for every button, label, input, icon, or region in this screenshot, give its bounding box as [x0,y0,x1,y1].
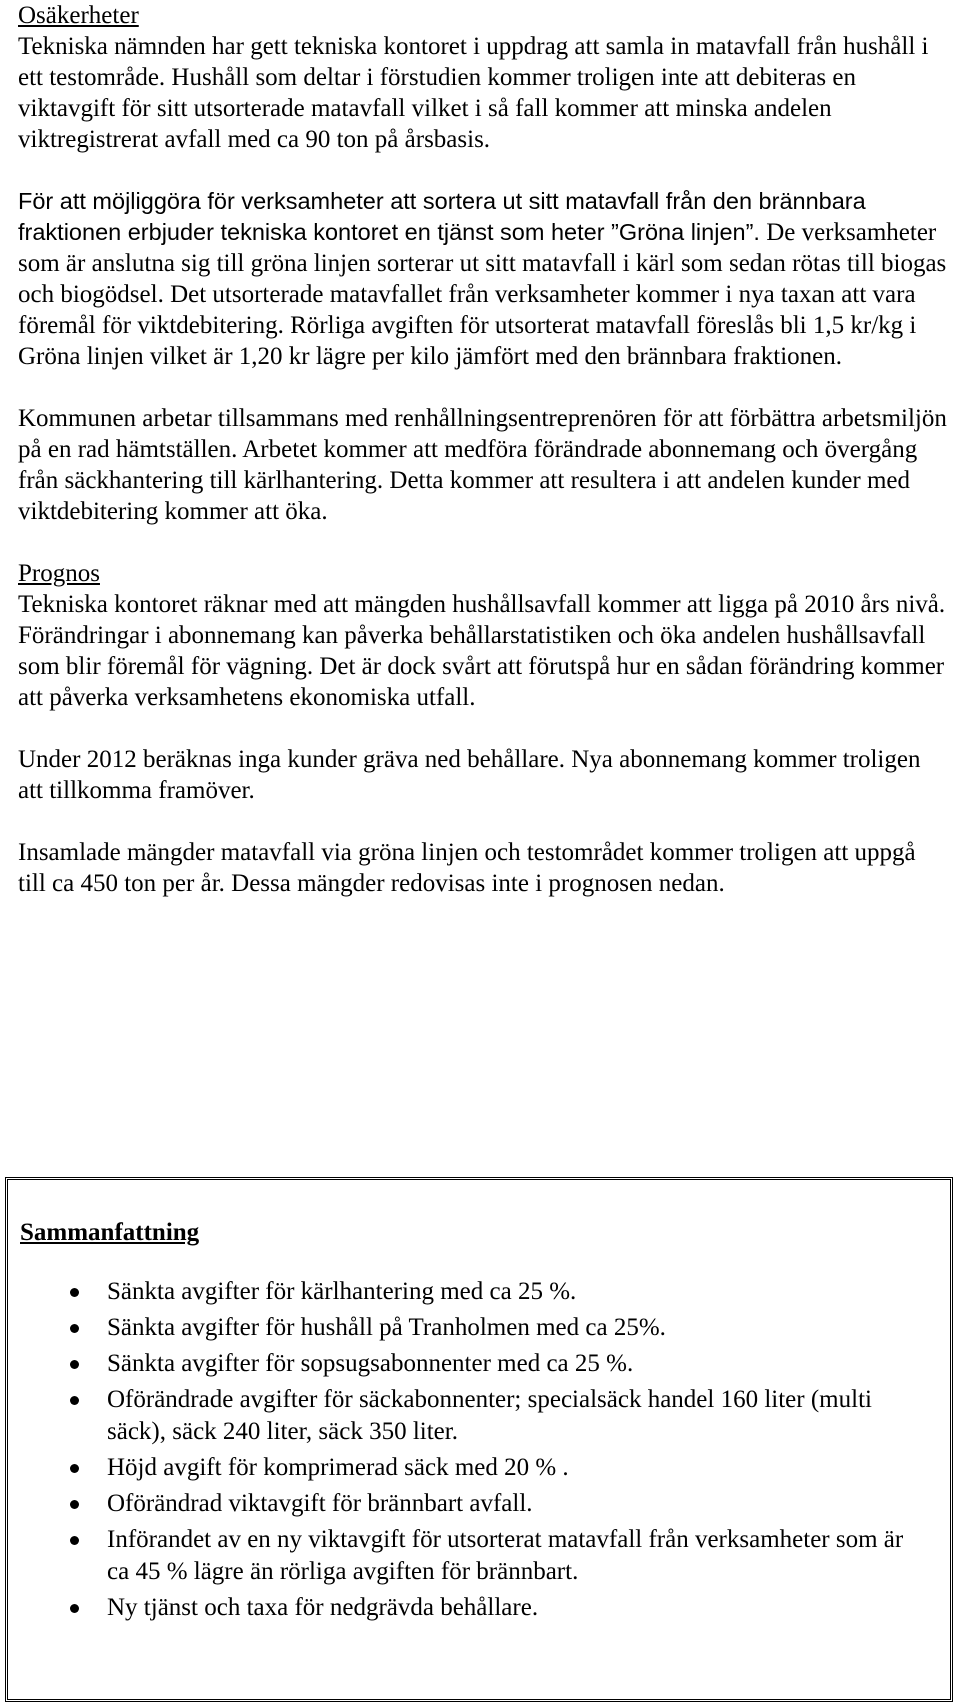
osakerheter-paragraph-2 [18,186,948,372]
summary-item-text: Sänkta avgifter för sopsugsabonnenter med ca 25 %. [107,1350,634,1377]
bullet-icon [70,1288,79,1297]
osakerheter-paragraph-2-serif: De verksamheter som är anslutna sig till gröna linjen sorterar ut sitt matavfall i kärl som sedan rötas till biogas och biogödsel. Det utsorterade matavfallet från verksamheter kommer i nya taxan att vara föremål för viktdebitering. Rörliga avgiften för utsorterat matavfall föreslås bli 1,5 kr/kg i Gröna linjen vilket är 1,20 kr lägre per kilo jämfört med den brännbara fraktionen. [18,219,947,370]
summary-item-text: Höjd avgift för komprimerad säck med 20 % . [107,1454,569,1481]
summary-item [8,1488,950,1520]
summary-item [8,1524,950,1588]
prognos-paragraph-3: Insamlade mängder matavfall via gröna linjen och testområdet kommer troligen att uppgå till ca 450 ton per år. Dessa mängder redovisas inte i prognosen nedan. [18,839,916,897]
summary-title: Sammanfattning [20,1219,200,1246]
prognos-paragraph-2: Under 2012 beräknas inga kunder gräva ned behållare. Nya abonnemang kommer troligen att tillkomma framöver. [18,746,921,804]
section-heading-osakerheter: Osäkerheter [18,2,139,29]
summary-item [8,1348,950,1380]
bullet-icon [70,1396,79,1405]
summary-item-text: Sänkta avgifter för hushåll på Tranholmen med ca 25%. [107,1314,666,1341]
summary-item [8,1384,950,1448]
prognos-paragraph-1: Tekniska kontoret räknar med att mängden hushållsavfall kommer att ligga på 2010 års nivå. Förändringar i abonnemang kan påverka behållarstatistiken och öka andelen hushållsavfall som blir föremål för vägning. Det är dock svårt att förutspå hur en sådan förändring kommer att påverka verksamhetens ekonomiska utfall. [18,591,946,711]
bullet-icon [70,1360,79,1369]
summary-item [8,1276,950,1308]
bullet-icon [70,1604,79,1613]
bullet-icon [70,1500,79,1509]
osakerheter-paragraph-3: Kommunen arbetar tillsammans med renhållningsentreprenören för att förbättra arbetsmiljön på en rad hämtställen. Arbetet kommer att medföra förändrade abonnemang och övergång från säckhantering till kärlhantering. Detta kommer att resultera i att andelen kunder med viktdebitering kommer att öka. [18,405,947,525]
summary-list [8,1276,950,1628]
summary-box [5,1177,953,1702]
summary-item-text: Ny tjänst och taxa för nedgrävda behållare. [107,1594,539,1621]
summary-item [8,1312,950,1344]
bullet-icon [70,1536,79,1545]
bullet-icon [70,1464,79,1473]
osakerheter-paragraph-2-sans: För att möjliggöra för verksamheter att sortera ut sitt matavfall från den brännbara fraktionen erbjuder tekniska kontoret en tjänst som heter ”Gröna linjen”. [18,188,866,245]
section-heading-prognos: Prognos [18,560,100,587]
bullet-icon [70,1324,79,1333]
summary-item-text: Införandet av en ny viktavgift för utsorterat matavfall från verksamheter som är ca 45 % lägre än rörliga avgiften för brännbart. [107,1526,904,1585]
summary-item [8,1452,950,1484]
summary-item-text: Oförändrad viktavgift för brännbart avfall. [107,1490,533,1517]
document-page [18,0,948,899]
summary-item-text: Sänkta avgifter för kärlhantering med ca 25 %. [107,1278,577,1305]
summary-item [8,1592,950,1624]
summary-item-text: Oförändrade avgifter för säckabonnenter; specialsäck handel 160 liter (multi säck), säck 240 liter, säck 350 liter. [107,1386,872,1445]
osakerheter-paragraph-1-serif: Tekniska nämnden har gett tekniska kontoret i uppdrag att samla in matavfall från hushåll i ett testområde. Hushåll som deltar i förstudien kommer troligen inte att debiteras en viktavgift för sitt utsorterade matavfall vilket i så fall kommer att minska andelen viktregistrerat avfall med ca 90 ton på årsbasis. [18,33,929,153]
osakerheter-paragraph-1 [18,31,948,155]
